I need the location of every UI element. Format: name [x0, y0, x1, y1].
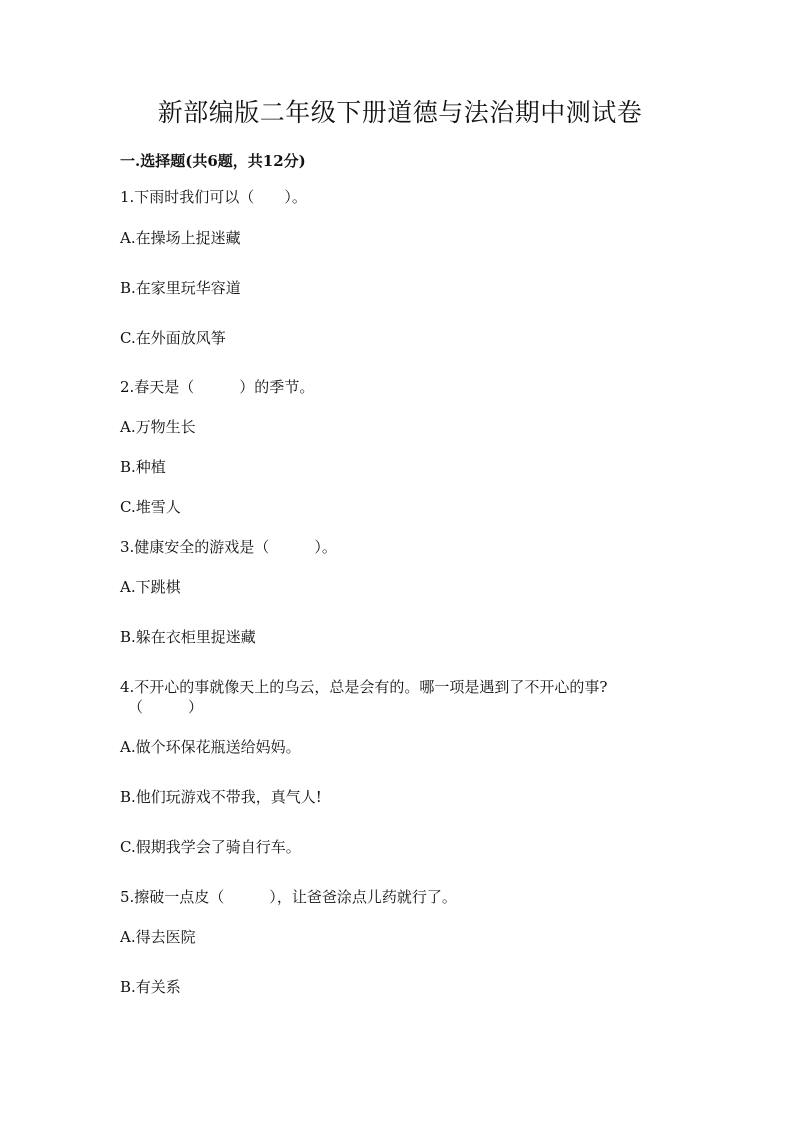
question-2-stem: 2.春天是（ ）的季节。: [120, 378, 315, 396]
question-5-stem: 5.擦破一点皮（ ），让爸爸涂点儿药就行了。: [120, 888, 457, 906]
question-3-option-a[interactable]: A.下跳棋: [120, 578, 181, 596]
exam-title: 新部编版二年级下册道德与法治期中测试卷: [157, 98, 643, 127]
question-5-option-a[interactable]: A.得去医院: [120, 928, 196, 946]
question-3-stem: 3.健康安全的游戏是（ ）。: [120, 538, 337, 556]
question-4-stem: 4.不开心的事就像天上的乌云，总是会有的。哪一项是遇到了不开心的事?: [120, 678, 608, 696]
question-4-option-a[interactable]: A.做个环保花瓶送给妈妈。: [120, 738, 301, 756]
question-5-option-b[interactable]: B.有关系: [120, 978, 181, 996]
question-1-stem: 1.下雨时我们可以（ ）。: [120, 188, 307, 206]
question-4-option-b[interactable]: B.他们玩游戏不带我，真气人!: [120, 788, 322, 806]
question-2-option-a[interactable]: A.万物生长: [120, 418, 196, 436]
section-heading: 一.选择题(共6题，共12分): [120, 152, 306, 170]
question-1-option-b[interactable]: B.在家里玩华容道: [120, 279, 241, 297]
question-2-option-c[interactable]: C.堆雪人: [120, 498, 181, 516]
question-1-option-c[interactable]: C.在外面放风筝: [120, 329, 226, 347]
question-1-option-a[interactable]: A.在操场上捉迷藏: [120, 229, 241, 247]
question-3-option-b[interactable]: B.躲在衣柜里捉迷藏: [120, 628, 256, 646]
question-4-stem-blank: （ ）: [128, 698, 204, 716]
question-4-option-c[interactable]: C.假期我学会了骑自行车。: [120, 838, 301, 856]
question-2-option-b[interactable]: B.种植: [120, 458, 166, 476]
